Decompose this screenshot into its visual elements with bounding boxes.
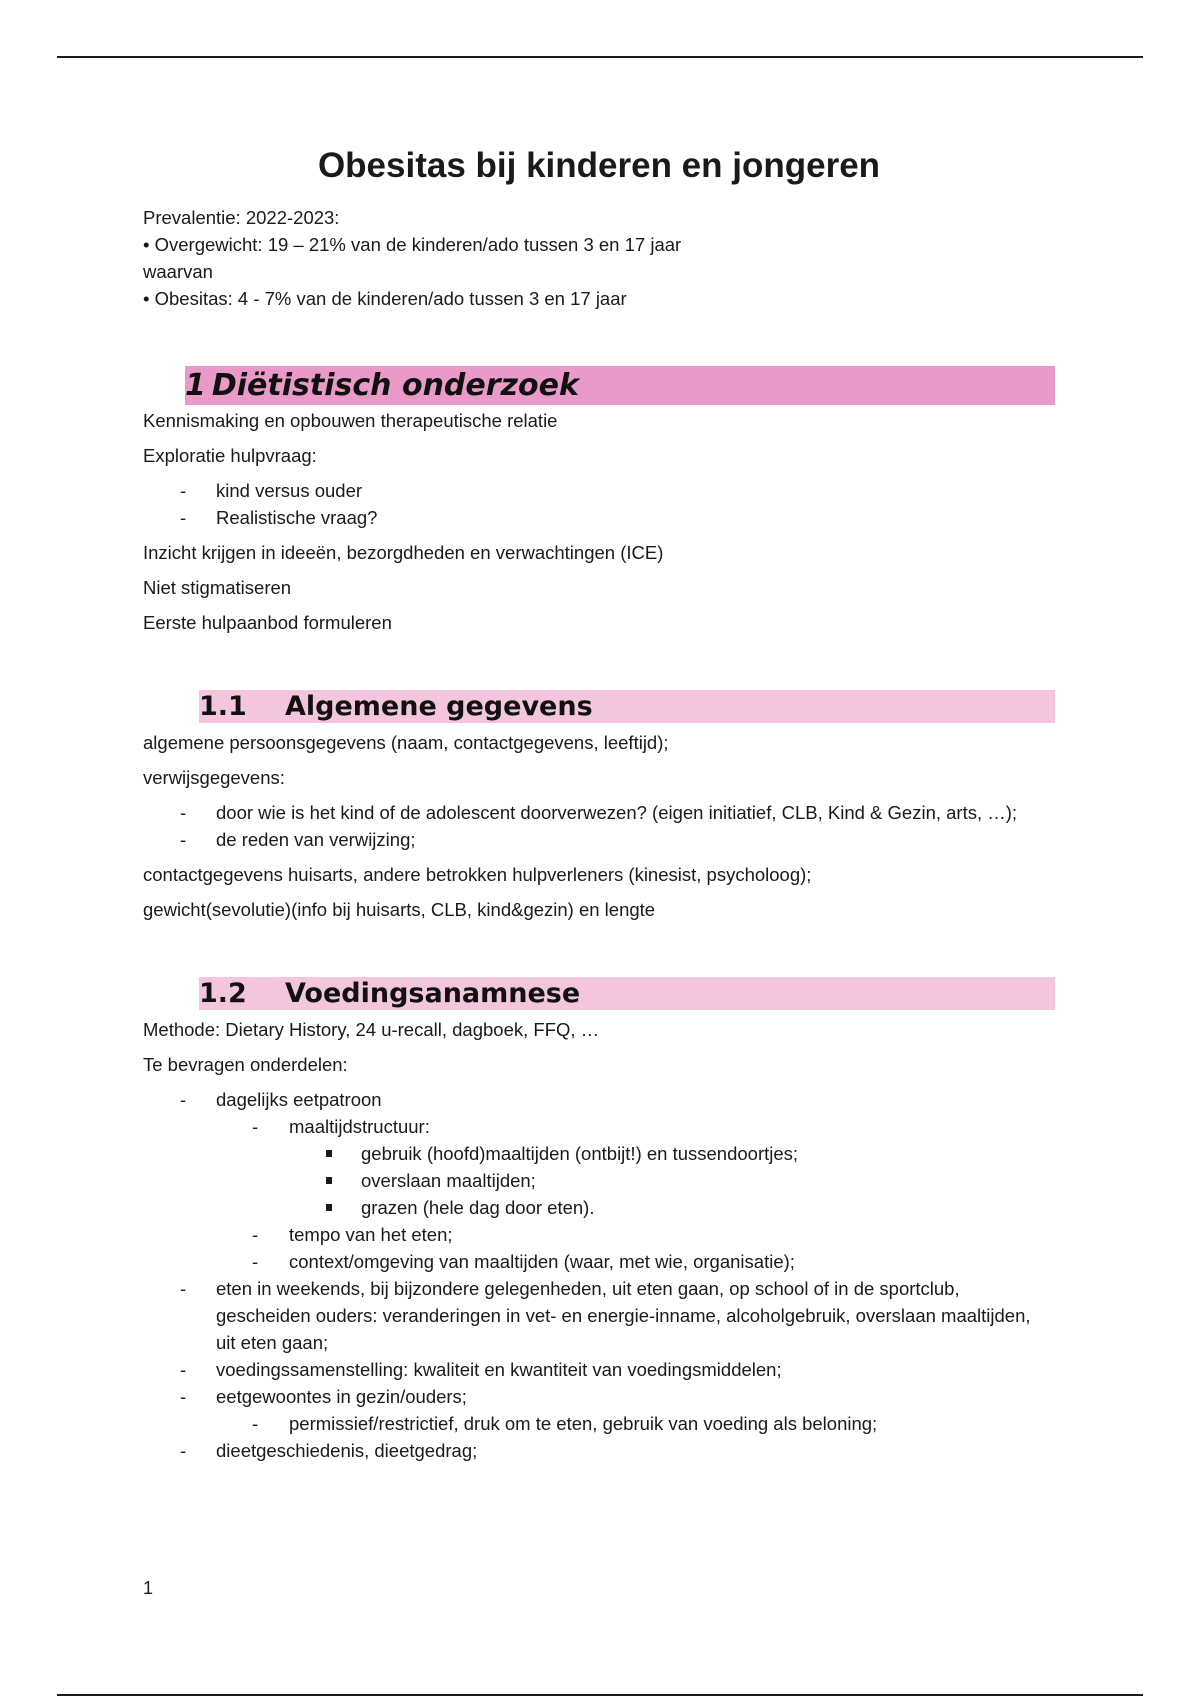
paragraph: contactgegevens huisarts, andere betrokken hulpverleners (kinesist, psycholoog); <box>143 864 812 885</box>
list-item: - door wie is het kind of de adolescent doorverwezen? (eigen initiatief, CLB, Kind & Gezin, arts, …); <box>143 799 1055 826</box>
list-item: grazen (hele dag door eten). <box>143 1194 1055 1221</box>
list-item: - maaltijdstructuur: <box>143 1113 1055 1140</box>
document-title: Obesitas bij kinderen en jongeren <box>317 146 881 185</box>
paragraph: Kennismaking en opbouwen therapeutische relatie <box>143 410 558 431</box>
list-item: gebruik (hoofd)maaltijden (ontbijt!) en tussendoortjes; <box>143 1140 1055 1167</box>
list-item: - kind versus ouder <box>143 477 1055 504</box>
heading-number: 1.1 <box>199 691 247 722</box>
dash-list <box>143 799 1055 853</box>
page-number: 1 <box>143 1578 154 1598</box>
intro-line: • Obesitas: 4 - 7% van de kinderen/ado tussen 3 en 17 jaar <box>143 288 627 309</box>
paragraph: verwijsgegevens: <box>143 767 285 788</box>
intro-line: • Overgewicht: 19 – 21% van de kinderen/ado tussen 3 en 17 jaar <box>143 234 682 255</box>
list-item: - eetgewoontes in gezin/ouders; <box>143 1383 1055 1410</box>
list-item: - dieetgeschiedenis, dieetgedrag; <box>143 1437 1055 1464</box>
heading-number: 1 <box>185 368 206 403</box>
heading-2-algemene-gegevens <box>199 690 1055 723</box>
list-item: - de reden van verwijzing; <box>143 826 1055 853</box>
heading-title: Algemene gegevens <box>285 691 593 722</box>
heading-1-diëtistisch-onderzoek <box>185 366 1055 405</box>
list-item: - Realistische vraag? <box>143 504 1055 531</box>
list-item: overslaan maaltijden; <box>143 1167 1055 1194</box>
paragraph: Eerste hulpaanbod formuleren <box>143 612 392 633</box>
page-top-rule <box>57 56 1143 58</box>
paragraph: Exploratie hulpvraag: <box>143 445 317 466</box>
dash-list <box>143 477 1055 531</box>
list-item: - context/omgeving van maaltijden (waar, met wie, organisatie); <box>143 1248 1055 1275</box>
heading-title: Voedingsanamnese <box>285 978 581 1009</box>
paragraph: gewicht(sevolutie)(info bij huisarts, CLB, kind&gezin) en lengte <box>143 899 656 920</box>
list-item: - eten in weekends, bij bijzondere gelegenheden, uit eten gaan, op school of in de sportclub, gescheiden ouders: veranderingen in vet- en energie-inname, alcoholgebruik, overslaan maaltijden, uit eten gaan; <box>143 1275 1055 1356</box>
list-item: - voedingssamenstelling: kwaliteit en kwantiteit van voedingsmiddelen; <box>143 1356 1055 1383</box>
paragraph: algemene persoonsgegevens (naam, contactgegevens, leeftijd); <box>143 732 669 753</box>
paragraph: Niet stigmatiseren <box>143 577 292 598</box>
page-bottom-rule <box>57 1694 1143 1696</box>
intro-line: Prevalentie: 2022-2023: <box>143 207 340 228</box>
intro-block <box>143 204 1055 312</box>
intro-line: waarvan <box>143 261 213 282</box>
paragraph: Methode: Dietary History, 24 u-recall, dagboek, FFQ, … <box>143 1019 600 1040</box>
page-content <box>143 140 1055 1472</box>
list-item: - permissief/restrictief, druk om te eten, gebruik van voeding als beloning; <box>143 1410 1055 1437</box>
heading-2-voedingsanamnese <box>199 977 1055 1010</box>
list-item: - tempo van het eten; <box>143 1221 1055 1248</box>
list-item: - dagelijks eetpatroon <box>143 1086 1055 1113</box>
heading-number: 1.2 <box>199 978 247 1009</box>
paragraph: Inzicht krijgen in ideeën, bezorgdheden en verwachtingen (ICE) <box>143 542 664 563</box>
nested-list <box>143 1086 1055 1464</box>
paragraph: Te bevragen onderdelen: <box>143 1054 348 1075</box>
heading-title: Diëtistisch onderzoek <box>211 368 579 403</box>
